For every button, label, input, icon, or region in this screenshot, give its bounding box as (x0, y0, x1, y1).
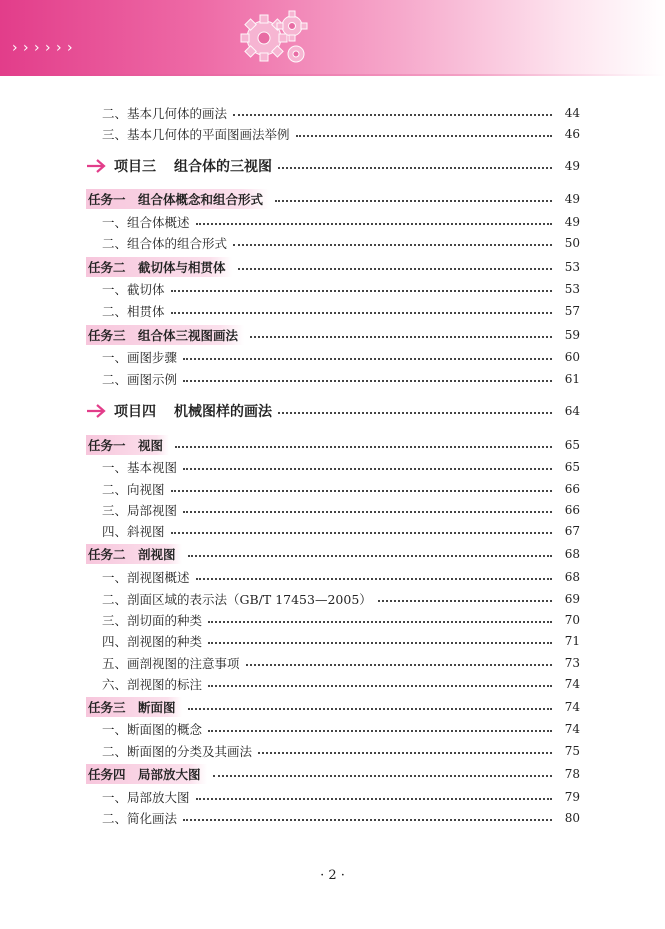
toc-title: 三、局部视图 (102, 503, 178, 518)
toc-entry[interactable] (102, 347, 580, 367)
toc-page-number: 66 (564, 503, 580, 517)
dot-leader (208, 685, 552, 687)
toc-entry[interactable] (102, 719, 580, 739)
toc-title: 四、斜视图 (102, 524, 165, 539)
dot-leader (196, 578, 552, 580)
toc-page-number: 74 (564, 700, 580, 714)
project-number: 项目四 (114, 404, 156, 420)
toc-page-number: 46 (564, 127, 580, 141)
chevron-right-icon: › (67, 40, 73, 56)
toc-task-entry[interactable] (86, 697, 580, 717)
toc-page-number: 73 (564, 656, 580, 670)
toc-entry[interactable] (102, 653, 580, 673)
toc-page-number: 64 (564, 404, 580, 418)
chevron-right-icon: › (34, 40, 40, 56)
toc-title: 任务一 组合体概念和组合形式 (86, 189, 269, 209)
toc-page-number: 65 (564, 460, 580, 474)
dot-leader (183, 358, 552, 360)
toc-title: 一、画图步骤 (102, 350, 178, 365)
toc-task-entry[interactable] (86, 257, 580, 277)
toc-title: 任务二 剖视图 (86, 544, 182, 564)
toc-title: 二、向视图 (102, 482, 165, 497)
toc-project-entry[interactable] (86, 401, 580, 421)
dot-leader (238, 268, 552, 270)
toc-title: 二、断面图的分类及其画法 (102, 744, 253, 759)
toc-title: 一、组合体概述 (102, 215, 190, 230)
toc-task-entry[interactable] (86, 189, 580, 209)
toc-page-number: 49 (564, 159, 580, 173)
dot-leader (175, 446, 552, 448)
toc-entry[interactable] (102, 124, 580, 144)
toc-page-number: 71 (564, 634, 580, 648)
dot-leader (183, 468, 552, 470)
toc-title (86, 156, 272, 176)
toc-title: 任务一 视图 (86, 435, 169, 455)
toc-task-entry[interactable] (86, 764, 580, 784)
toc-page-number: 49 (564, 215, 580, 229)
project-title: 组合体的三视图 (174, 159, 272, 175)
dot-leader (188, 708, 552, 710)
toc-page-number: 61 (564, 372, 580, 386)
dot-leader (171, 532, 552, 534)
dot-leader (233, 114, 552, 116)
dot-leader (250, 336, 552, 338)
toc-page-number: 65 (564, 438, 580, 452)
toc-title: 一、剖视图概述 (102, 570, 190, 585)
toc-title: 二、相贯体 (102, 304, 165, 319)
toc-title: 一、断面图的概念 (102, 722, 203, 737)
chevron-right-icon: › (12, 40, 18, 56)
toc-page-number: 79 (564, 790, 580, 804)
dot-leader (171, 290, 552, 292)
toc-title: 二、剖面区域的表示法（GB/T 17453—2005） (102, 592, 372, 607)
toc-title: 二、基本几何体的画法 (102, 106, 228, 121)
toc-entry[interactable] (102, 233, 580, 253)
toc-task-entry[interactable] (86, 325, 580, 345)
toc-page-number: 57 (564, 304, 580, 318)
dot-leader (296, 135, 552, 137)
toc-entry[interactable] (102, 279, 580, 299)
dot-leader (246, 664, 552, 666)
toc-page-number: 68 (564, 570, 580, 584)
toc-title: 六、剖视图的标注 (102, 677, 203, 692)
toc-page-number: 66 (564, 482, 580, 496)
toc-page-number: 49 (564, 192, 580, 206)
dot-leader (278, 167, 552, 169)
dot-leader (275, 200, 552, 202)
gear-icon (226, 4, 326, 74)
dot-leader (208, 642, 552, 644)
dot-leader (213, 775, 552, 777)
toc-page-number: 69 (564, 592, 580, 606)
dot-leader (183, 380, 552, 382)
dot-leader (233, 244, 552, 246)
chevron-right-icon: › (23, 40, 29, 56)
dot-leader (183, 819, 552, 821)
toc-page-number: 44 (564, 106, 580, 120)
toc-title: 一、基本视图 (102, 460, 178, 475)
toc-page-number: 75 (564, 744, 580, 758)
dot-leader (208, 621, 552, 623)
toc-entry[interactable] (102, 103, 580, 123)
dot-leader (196, 223, 552, 225)
toc-entry[interactable] (102, 521, 580, 541)
toc-title: 任务二 截切体与相贯体 (86, 257, 232, 277)
dot-leader (171, 312, 552, 314)
toc-page-number: 50 (564, 236, 580, 250)
toc-title: 一、截切体 (102, 282, 165, 297)
chevron-right-icon: › (45, 40, 51, 56)
toc-entry[interactable] (102, 741, 580, 761)
toc-page-number: 74 (564, 677, 580, 691)
project-title: 机械图样的画法 (174, 404, 272, 420)
toc-page-number: 80 (564, 811, 580, 825)
toc-title: 任务三 断面图 (86, 697, 182, 717)
toc-entry[interactable] (102, 674, 580, 694)
chevron-right-icon: › (56, 40, 62, 56)
dot-leader (208, 730, 552, 732)
dot-leader (258, 752, 552, 754)
page-header-band (0, 0, 665, 74)
toc-entry[interactable] (102, 457, 580, 477)
toc-title (86, 401, 272, 421)
toc-page-number: 78 (564, 767, 580, 781)
toc-title: 三、基本几何体的平面图画法举例 (102, 127, 290, 142)
toc-entry[interactable] (102, 610, 580, 630)
toc-page-number: 67 (564, 524, 580, 538)
header-divider (0, 74, 665, 76)
toc-entry[interactable] (102, 212, 580, 232)
toc-title: 一、局部放大图 (102, 790, 190, 805)
dot-leader (183, 511, 552, 513)
toc-page-number: 53 (564, 282, 580, 296)
toc-title: 五、画剖视图的注意事项 (102, 656, 240, 671)
toc-entry[interactable] (102, 808, 580, 828)
dot-leader (278, 412, 552, 414)
toc-page-number: 59 (564, 328, 580, 342)
arrow-right-icon (86, 404, 106, 418)
project-number: 项目三 (114, 159, 156, 175)
toc-task-entry[interactable] (86, 435, 580, 455)
toc-entry[interactable] (102, 301, 580, 321)
toc-title: 任务三 组合体三视图画法 (86, 325, 244, 345)
toc-entry[interactable] (102, 631, 580, 651)
toc-task-entry[interactable] (86, 544, 580, 564)
toc-entry[interactable] (102, 589, 580, 609)
toc-entry[interactable] (102, 500, 580, 520)
toc-title: 三、剖切面的种类 (102, 613, 203, 628)
toc-page-number: 70 (564, 613, 580, 627)
dot-leader (171, 490, 552, 492)
toc-page-number: 74 (564, 722, 580, 736)
toc-page-number: 60 (564, 350, 580, 364)
toc-page-number: 68 (564, 547, 580, 561)
toc-project-entry[interactable] (86, 156, 580, 176)
toc-title: 任务四 局部放大图 (86, 764, 207, 784)
toc-entry[interactable] (102, 479, 580, 499)
chevron-decoration (12, 41, 77, 59)
dot-leader (188, 555, 552, 557)
toc-title: 二、组合体的组合形式 (102, 236, 228, 251)
toc-title: 二、简化画法 (102, 811, 178, 826)
dot-leader (196, 798, 552, 800)
toc-entry[interactable] (102, 787, 580, 807)
toc-title: 四、剖视图的种类 (102, 634, 203, 649)
arrow-right-icon (86, 159, 106, 173)
toc-entry[interactable] (102, 567, 580, 587)
toc-page-number: 53 (564, 260, 580, 274)
toc-title: 二、画图示例 (102, 372, 178, 387)
dot-leader (378, 600, 552, 602)
page-number: · 2 · (320, 868, 345, 883)
toc-entry[interactable] (102, 369, 580, 389)
